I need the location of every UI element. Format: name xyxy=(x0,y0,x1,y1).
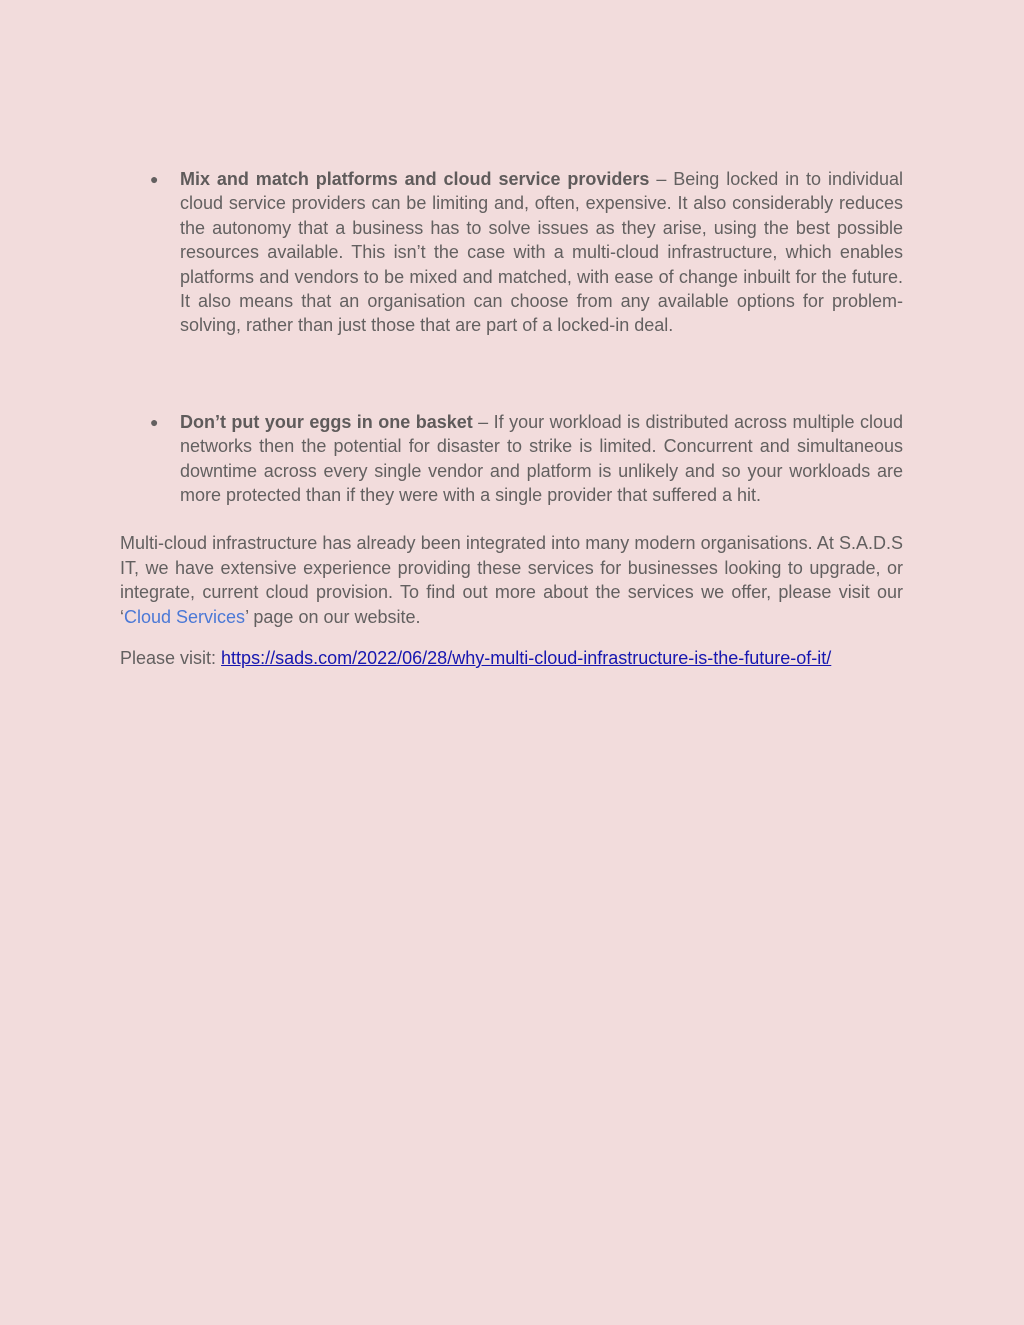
visit-paragraph xyxy=(120,646,903,670)
paragraph-text-after: ’ page on our website. xyxy=(245,606,421,627)
bullet-item-mix-and-match xyxy=(120,167,903,338)
paragraph-text-before: Multi-cloud infrastructure has already been integrated into many modern organisations. At S.A.D.S IT, we have extensive experience providing these services for businesses looking to upgrade, or integrate, current cloud provision. To find out more about the services we offer, please visit our ‘ xyxy=(120,533,903,627)
bullet-lead: Mix and match platforms and cloud service providers xyxy=(180,169,650,189)
bullet-body: – Being locked in to individual cloud service providers can be limiting and, often, expensive. It also considerably reduces the autonomy that a business has to solve issues as they arise, using the best possible resources available. This isn’t the case with a multi-cloud infrastructure, which enables platforms and vendors to be mixed and matched, with ease of change inbuilt for the future. It also means that an organisation can choose from any available options for problem-solving, rather than just those that are part of a locked-in deal. xyxy=(180,169,903,336)
bullet-dot-icon: ● xyxy=(150,413,159,430)
bullet-lead: Don’t put your eggs in one basket xyxy=(180,411,473,432)
cloud-services-link[interactable]: Cloud Services xyxy=(124,606,246,627)
bullet-body: – If your workload is distributed across multiple cloud networks then the potential for disaster to strike is limited. Concurrent and simultaneous downtime across every single vendor and platform is unlikely and so your workloads are more protected than if they were with a single provider that suffered a hit. xyxy=(180,411,903,506)
bullet-dot-icon: ● xyxy=(150,171,159,187)
bullet-list xyxy=(120,167,903,507)
bullet-item-eggs-basket xyxy=(120,410,903,508)
document-page xyxy=(120,167,903,671)
visit-label: Please visit: xyxy=(120,648,222,669)
article-url-link[interactable]: https://sads.com/2022/06/28/why-multi-cloud-infrastructure-is-the-future-of-it/ xyxy=(221,648,832,669)
summary-paragraph xyxy=(120,531,903,629)
